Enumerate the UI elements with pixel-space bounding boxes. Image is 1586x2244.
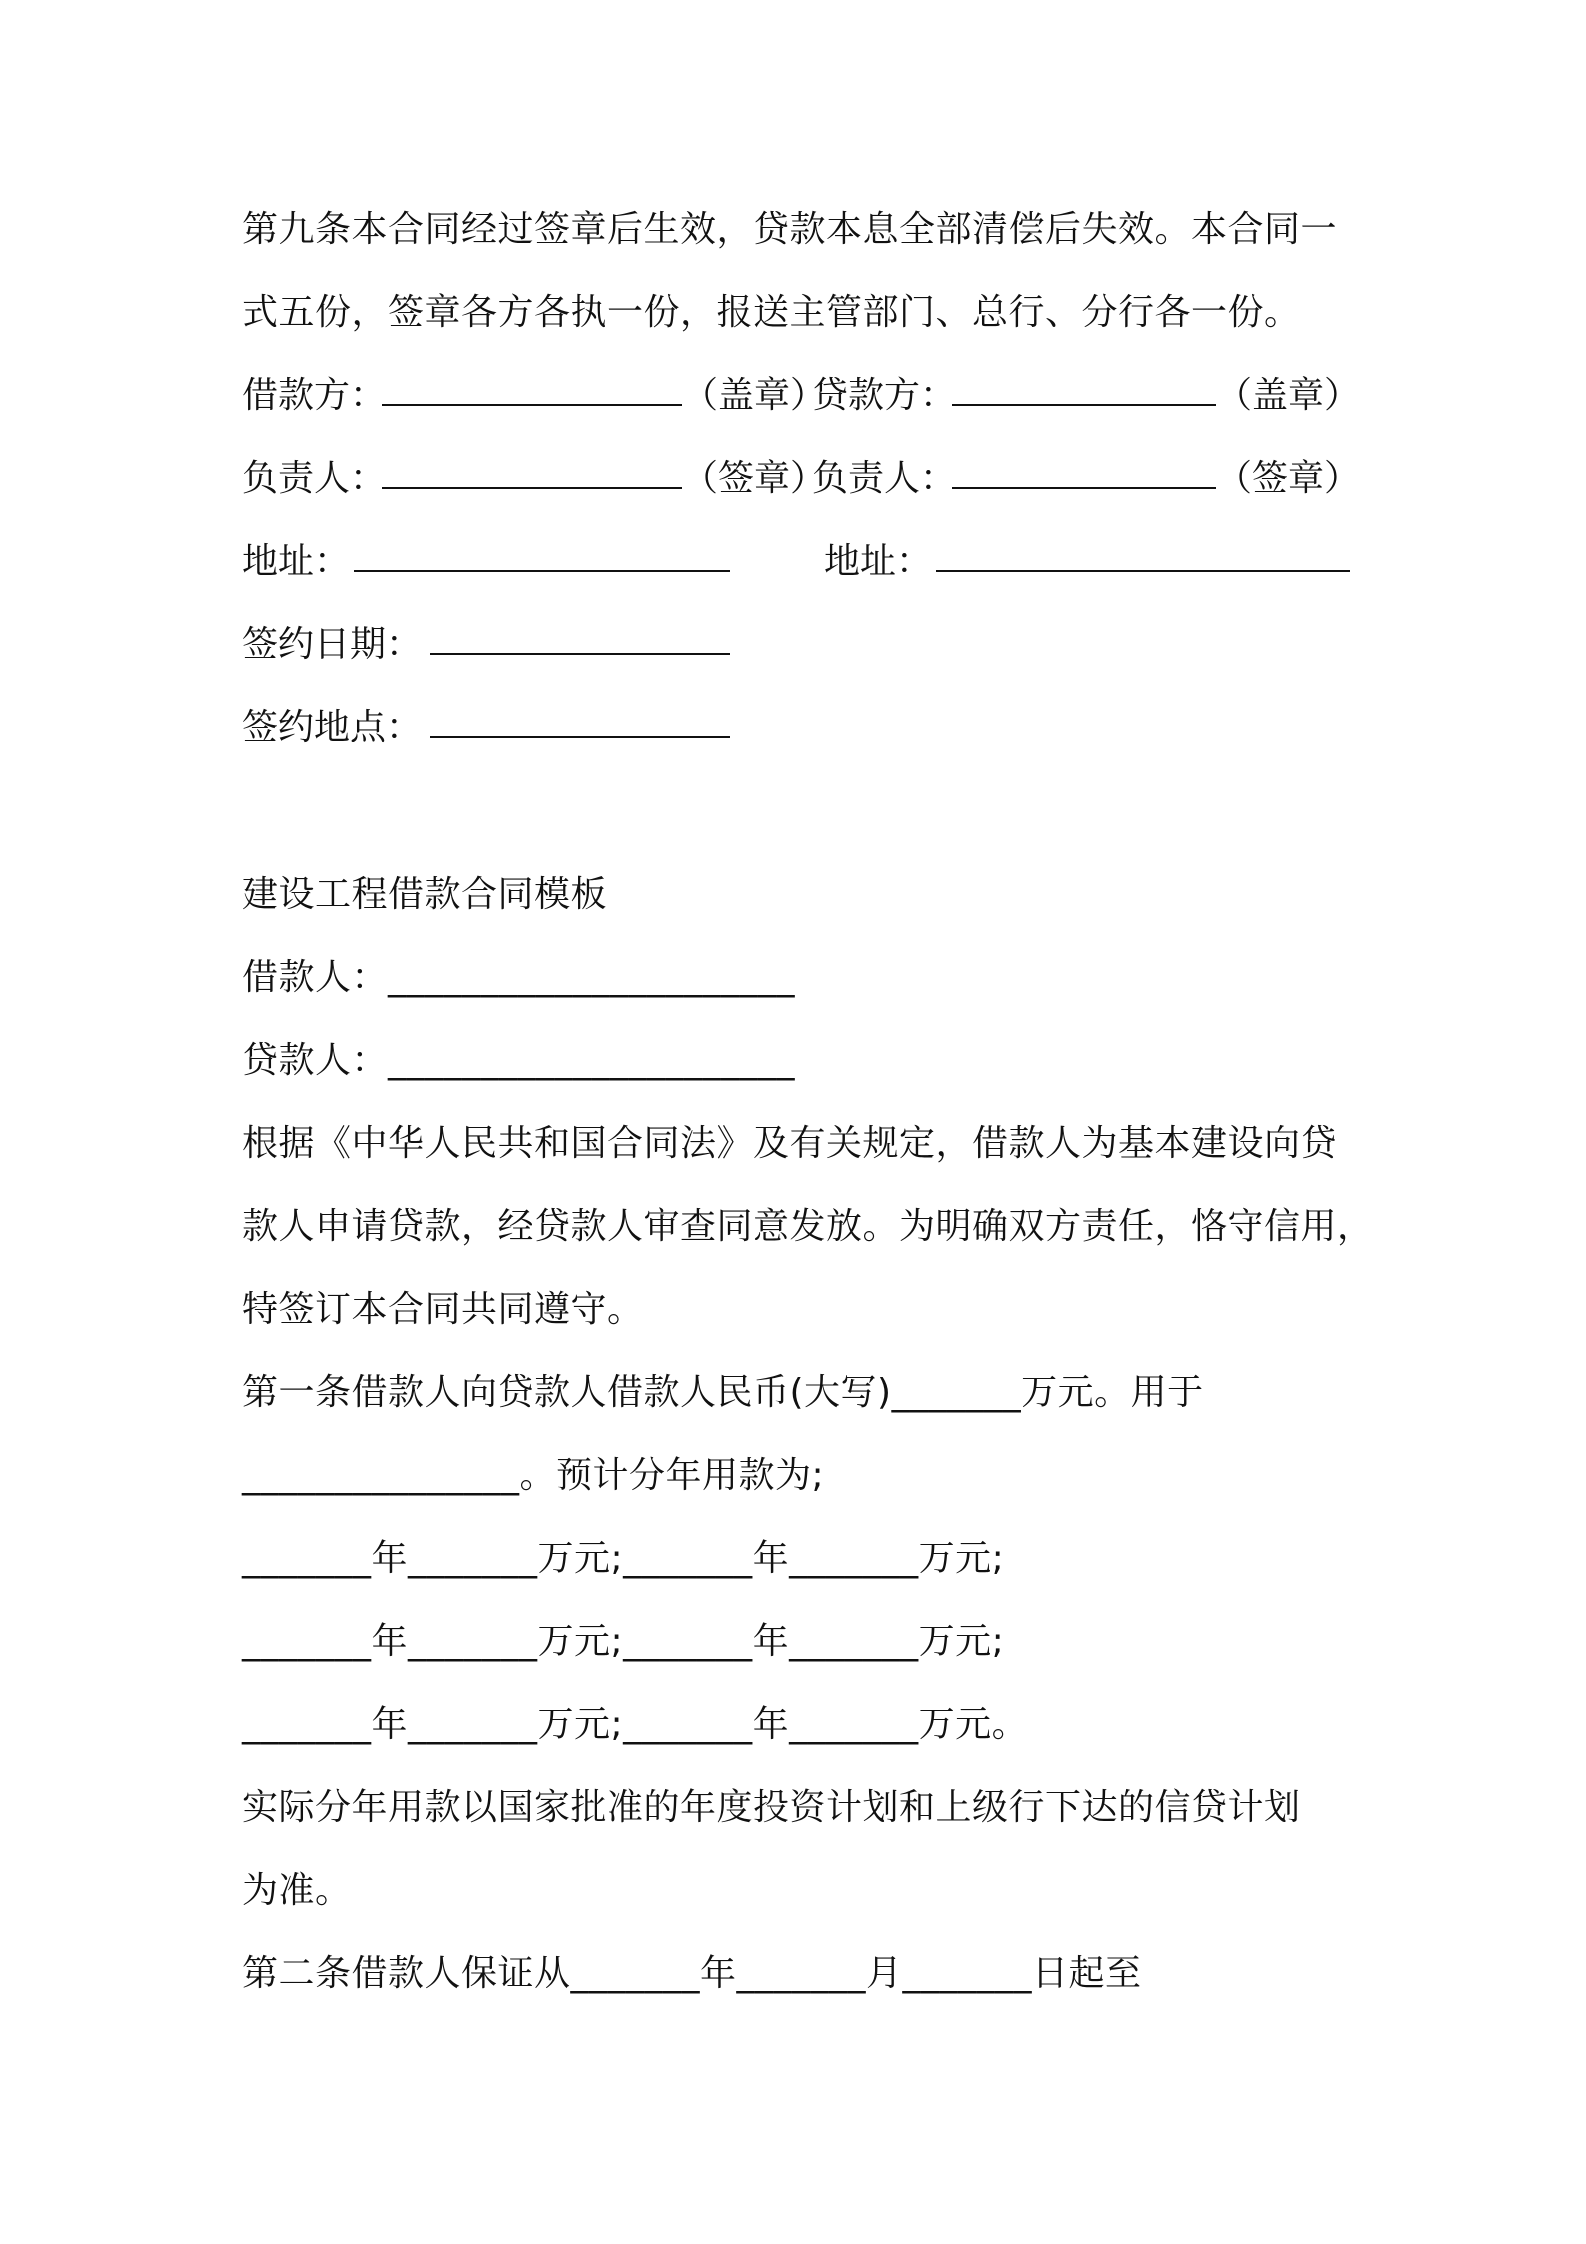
intro-line1: 根据《中华人民共和国合同法》及有关规定，借款人为基本建设向贷 [242,1123,1338,1164]
lender-blank [952,374,1216,406]
lender-seal: （盖章） [1216,375,1361,416]
article1-line1: 第一条借款人向贷款人借款人民币(大写)_______万元。用于 [242,1372,1204,1413]
intro-line2: 款人申请贷款，经贷款人审查同意发放。为明确双方责任，恪守信用， [242,1206,1374,1247]
actual-line1: 实际分年用款以国家批准的年度投资计划和上级行下达的信贷计划 [242,1787,1301,1828]
sign-date-blank [430,623,730,655]
yearly-line2: _______年_______万元;_______年_______万元; [242,1621,1005,1662]
yearly-line3: _______年_______万元;_______年_______万元。 [242,1704,1029,1745]
sign-date-label: 签约日期： [242,624,423,665]
borrower-label: 借款方： [242,375,387,416]
intro-line3: 特签订本合同共同遵守。 [242,1289,644,1330]
signature-row-date [242,623,1362,667]
lender-label: 贷款方： [812,375,957,416]
borrower-seal: （盖章） [682,375,827,416]
signature-row-responsible [242,457,1362,501]
signature-row-party [242,374,1362,418]
section9-line1: 第九条本合同经过签章后生效，贷款本息全部清偿后失效。本合同一 [242,209,1338,250]
sign-place-label: 签约地点： [242,707,423,748]
signature-row-address [242,540,1362,584]
responsible1-sign: （签章） [682,458,827,499]
section9-line2: 式五份，签章各方各执一份，报送主管部门、总行、分行各一份。 [242,292,1301,333]
actual-line2: 为准。 [242,1870,352,1911]
responsible2-label: 负责人： [812,458,957,499]
responsible2-sign: （签章） [1216,458,1361,499]
signature-row-place [242,706,1362,750]
article1-line2: _______________。预计分年用款为; [242,1455,825,1496]
address2-label: 地址： [824,541,933,582]
article2-line1: 第二条借款人保证从_______年_______月_______日起至 [242,1953,1142,1994]
address1-blank [354,540,730,572]
responsible1-label: 负责人： [242,458,387,499]
sign-place-blank [430,706,730,738]
responsible2-blank [952,457,1216,489]
address2-blank [936,540,1350,572]
template-borrower: 借款人：______________________ [242,957,796,998]
responsible1-blank [382,457,682,489]
yearly-line1: _______年_______万元;_______年_______万元; [242,1538,1005,1579]
borrower-blank [382,374,682,406]
address1-label: 地址： [242,541,351,582]
template-lender: 贷款人：______________________ [242,1040,796,1081]
template-title: 建设工程借款合同模板 [242,874,608,915]
